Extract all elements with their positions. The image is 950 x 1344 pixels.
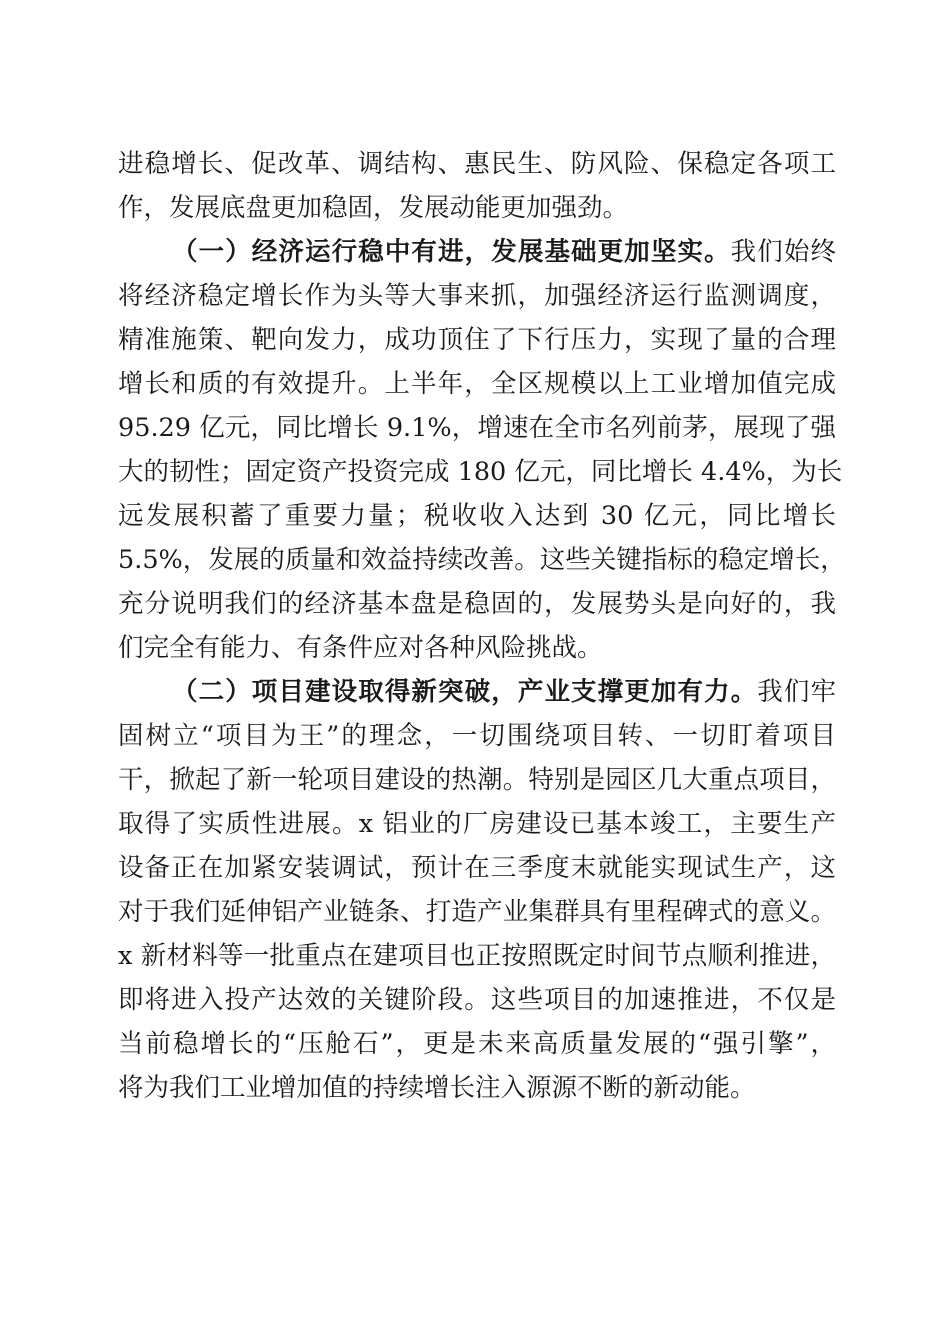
section-1-first-line-rest: 我们始终	[730, 237, 836, 267]
section-1-line-8: 5.5%，发展的质量和效益持续改善。这些关键指标的稳定增长，	[118, 545, 846, 575]
section-1-first-line	[172, 230, 836, 274]
section-2-line-7: x 新材料等一批重点在建项目也正按照既定时间节点顺利推进，	[118, 941, 836, 971]
intro-line-2: 作，发展底盘更加稳固，发展动能更加强劲。	[118, 193, 629, 223]
section-1-line-5: 95.29 亿元，同比增长 9.1%，增速在全市名列前茅，展现了强	[118, 413, 836, 443]
section-2-line-9: 当前稳增长的“压舱石”，更是未来高质量发展的“强引擎”，	[118, 1029, 836, 1059]
section-2-line-6: 对于我们延伸铝产业链条、打造产业集群具有里程碑式的意义。	[118, 897, 836, 927]
section-1-line-4: 增长和质的有效提升。上半年，全区规模以上工业增加值完成	[118, 369, 836, 399]
section-1-line-9: 充分说明我们的经济基本盘是稳固的，发展势头是向好的，我	[118, 589, 836, 619]
section-2-heading: （二）项目建设取得新突破，产业支撑更加有力。	[172, 677, 758, 707]
section-2-line-5: 设备正在加紧安装调试，预计在三季度末就能实现试生产，这	[118, 853, 836, 883]
section-2-line-2: 固树立“项目为王”的理念，一切围绕项目转、一切盯着项目	[118, 721, 836, 751]
section-2-first-line-rest: 我们牢	[757, 677, 836, 707]
section-1-line-10: 们完全有能力、有条件应对各种风险挑战。	[118, 633, 603, 663]
section-1-line-3: 精准施策、靶向发力，成功顶住了下行压力，实现了量的合理	[118, 325, 836, 355]
section-2-line-4: 取得了实质性进展。x 铝业的厂房建设已基本竣工，主要生产	[118, 809, 836, 839]
section-2-line-3: 干，掀起了新一轮项目建设的热潮。特别是园区几大重点项目，	[118, 765, 836, 795]
intro-line-1: 进稳增长、促改革、调结构、惠民生、防风险、保稳定各项工	[118, 149, 836, 179]
section-1-heading: （一）经济运行稳中有进，发展基础更加坚实。	[172, 237, 731, 267]
section-1-line-7: 远发展积蓄了重要力量；税收收入达到 30 亿元，同比增长	[118, 501, 836, 531]
section-2-line-8: 即将进入投产达效的关键阶段。这些项目的加速推进，不仅是	[118, 985, 836, 1015]
section-2-line-10: 将为我们工业增加值的持续增长注入源源不断的新动能。	[118, 1073, 756, 1103]
section-2-first-line	[172, 670, 836, 714]
section-1-line-2: 将经济稳定增长作为头等大事来抓，加强经济运行监测调度，	[118, 281, 836, 311]
section-1-line-6: 大的韧性；固定资产投资完成 180 亿元，同比增长 4.4%，为长	[118, 457, 843, 487]
